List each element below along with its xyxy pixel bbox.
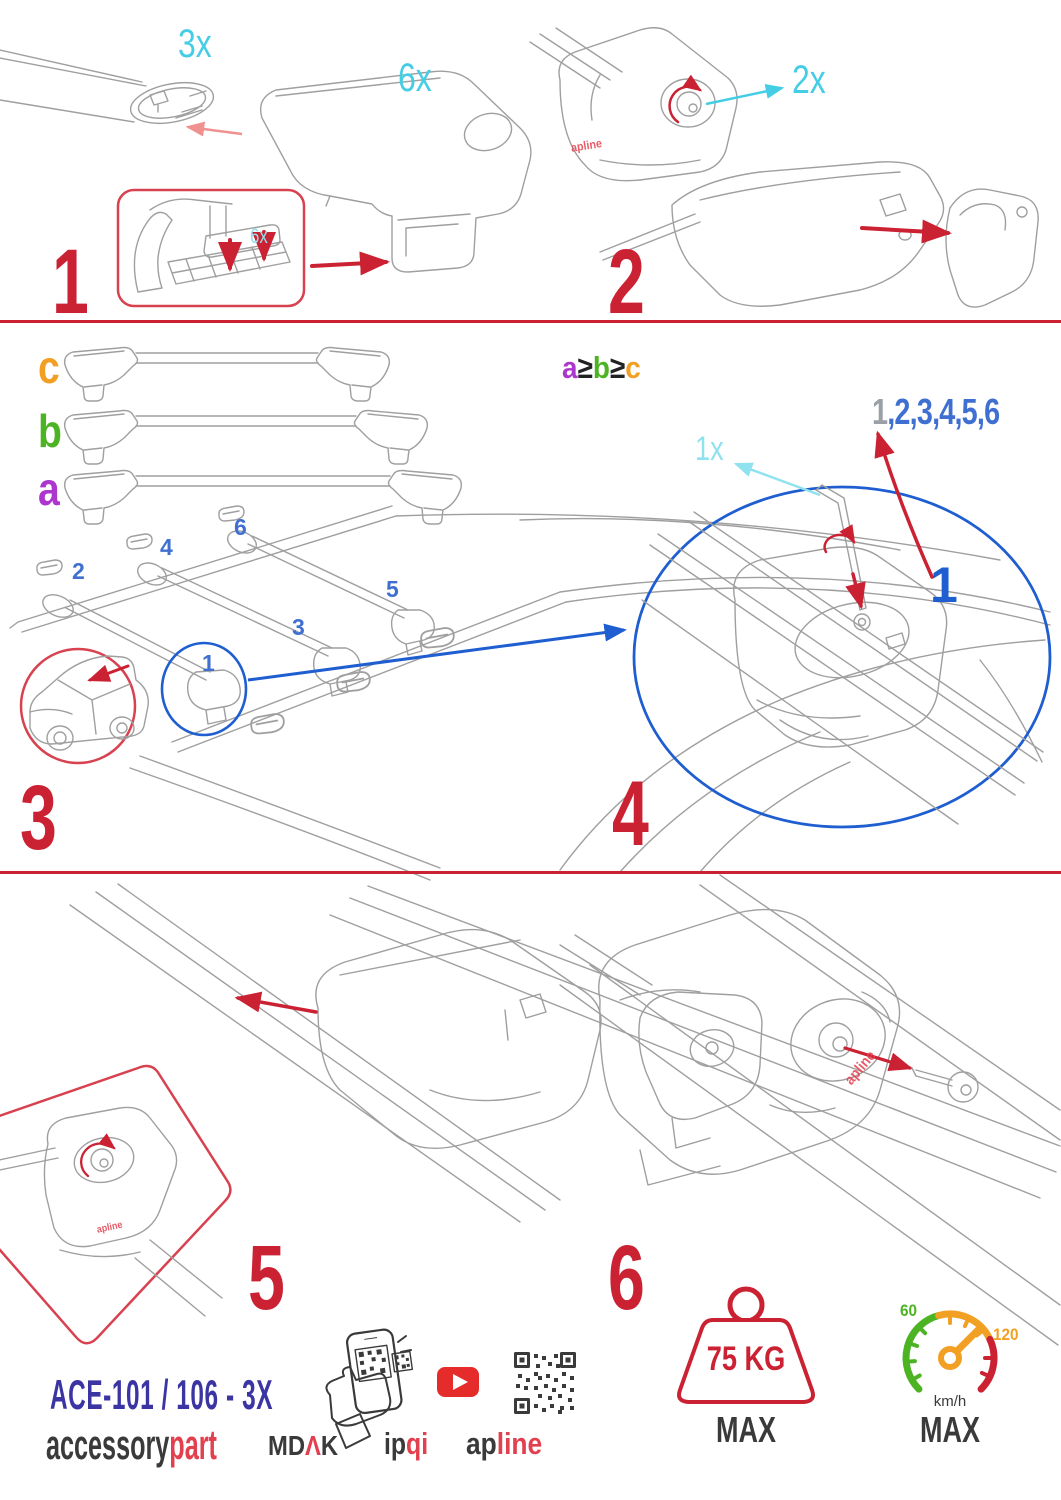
step1-number: 1	[52, 231, 89, 333]
device-brand-logo: apline	[569, 136, 603, 155]
step4-zoom-drawing	[634, 430, 1050, 827]
step3-car-inset	[21, 649, 148, 763]
device-brand-logo: apline	[841, 1047, 880, 1089]
mdak-logo	[268, 1432, 338, 1460]
roof-position-1: 1	[202, 650, 215, 676]
rule-gte-1: ≥	[577, 350, 593, 385]
apline-red: line	[496, 1426, 543, 1461]
rule-b: b	[592, 350, 610, 385]
roof-position-5: 5	[386, 576, 399, 602]
pad-quantity-label: 6x	[250, 225, 268, 248]
rule-gte-2: ≥	[609, 350, 626, 385]
accessorypart-logo	[46, 1421, 217, 1468]
allen-key-quantity-label: 1x	[695, 430, 724, 468]
ipqi-logo	[384, 1428, 428, 1459]
bar-quantity-label: 3x	[178, 22, 212, 66]
max-weight-label: MAX	[716, 1409, 776, 1450]
section-divider-bottom	[0, 871, 1061, 874]
accessorypart-red: part	[169, 1421, 217, 1468]
bar-size-label-b: b	[38, 405, 62, 457]
rule-a: a	[562, 350, 578, 385]
step2-bar-endcap-drawing	[600, 162, 1038, 307]
max-weight-value: 75 KG	[706, 1340, 786, 1378]
rule-c: c	[625, 350, 641, 385]
qr-code-icon	[512, 1350, 578, 1416]
speedometer-icon	[906, 1314, 994, 1389]
speed-high-label: 120	[993, 1325, 1019, 1344]
bar-size-label-c: c	[38, 341, 60, 393]
step2-number: 2	[608, 231, 645, 333]
step3-bars-drawing	[65, 348, 462, 525]
roof-position-4: 4	[160, 534, 173, 560]
section-divider-top	[0, 320, 1061, 323]
model-number: ACE-101 / 106 - 3X	[50, 1371, 274, 1418]
roof-position-2: 2	[72, 558, 85, 584]
step1-pad-inset	[118, 190, 304, 306]
ipqi-black: ip	[384, 1426, 407, 1461]
roof-position-3: 3	[292, 614, 305, 640]
step5-number: 5	[248, 1227, 285, 1329]
max-speed-label: MAX	[920, 1409, 980, 1450]
step3-roof-drawing	[10, 506, 1050, 880]
mdak-md: MD	[268, 1430, 306, 1461]
device-brand-logo: apline	[95, 1219, 124, 1236]
foot-quantity-label: 6x	[398, 56, 432, 100]
step5-locked-inset	[0, 1066, 230, 1343]
speed-unit-label: km/h	[933, 1393, 967, 1410]
step4-number: 4	[612, 763, 649, 865]
mdak-k: K	[320, 1430, 339, 1461]
bar-size-label-a: a	[38, 463, 60, 515]
speed-low-label: 60	[900, 1301, 918, 1320]
sequence-rest: ,2,3,4,5,6	[887, 391, 1000, 432]
sequence-first: 1	[872, 391, 888, 432]
youtube-icon	[437, 1367, 479, 1397]
step2-lock-clamp-drawing	[530, 28, 782, 181]
roof-position-6: 6	[234, 514, 247, 540]
apline-black: ap	[466, 1426, 497, 1461]
accessorypart-black: accessory	[46, 1421, 170, 1468]
mdak-lambda: Λ	[305, 1430, 321, 1461]
ipqi-red: qi	[406, 1426, 429, 1461]
step3-number: 3	[20, 767, 57, 869]
size-rule-label	[562, 352, 641, 383]
step6-number: 6	[608, 1227, 645, 1329]
apline-logo	[466, 1428, 542, 1459]
lock-quantity-label: 2x	[792, 58, 826, 102]
tighten-sequence-label	[872, 391, 1000, 432]
torque-order-callout: 1	[930, 557, 958, 613]
